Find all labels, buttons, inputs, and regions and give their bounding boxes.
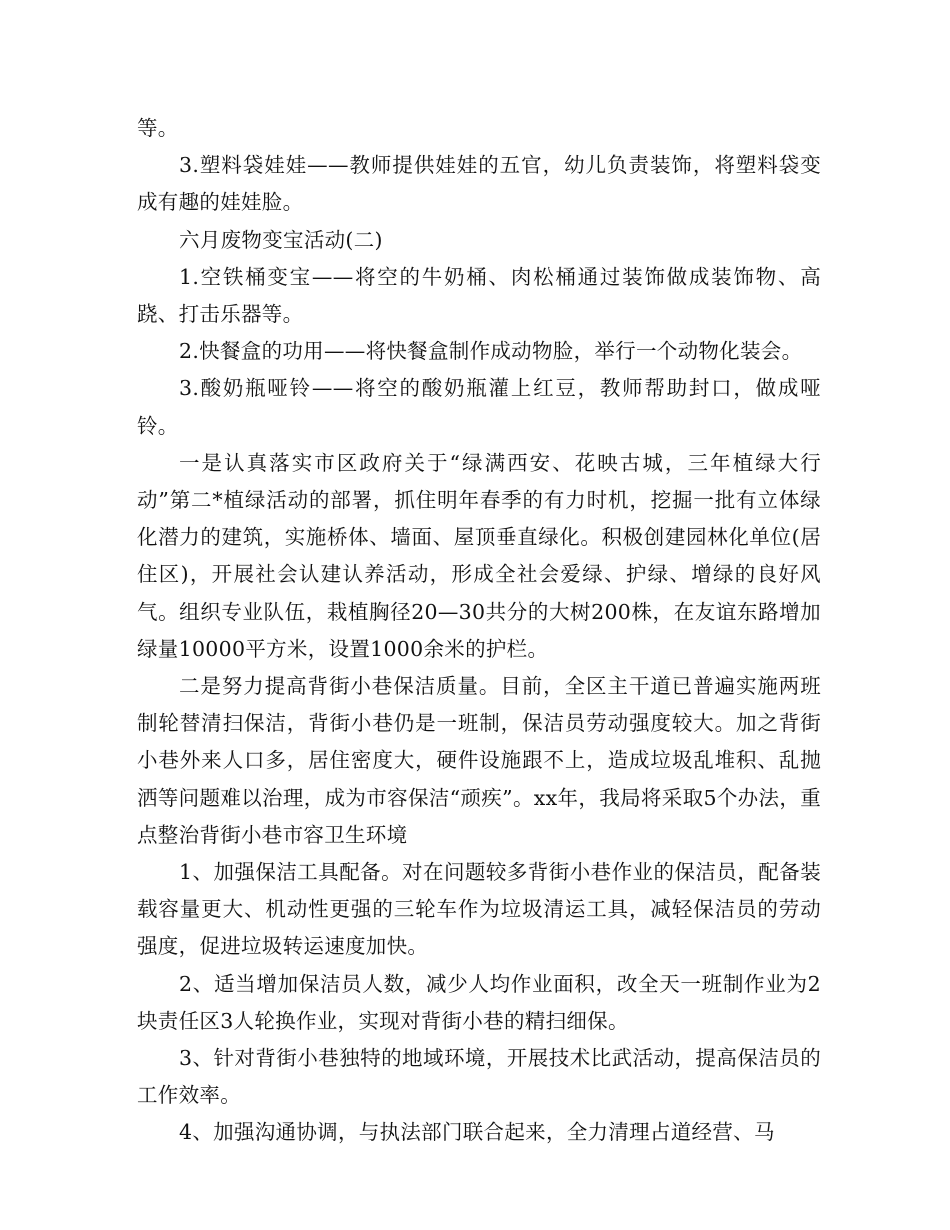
paragraph-back-street-cleaning: 二是努力提高背街小巷保洁质量。目前，全区主干道已普遍实施两班制轮替清扫保洁，背街小巷仍是一班制，保洁员劳动强度较大。加之背街小巷外来人口多，居住密度大，硬件设施跟不上，造成垃圾乱堆积、乱抛洒等问题难以治理，成为市容保洁“顽疾”。xx年，我局将采取5个办法，重点整治背街小巷市容卫生环境 [137,674,821,847]
paragraph-staffing: 2、适当增加保洁员人数，减少人均作业面积，改全天一班制作业为2块责任区3人轮换作业，实现对背街小巷的精扫细保。 [137,971,821,1033]
paragraph-tools: 1、加强保洁工具配备。对在问题较多背街小巷作业的保洁员，配备装载容量更大、机动性更强的三轮车作为垃圾清运工具，减轻保洁员的劳动强度，促进垃圾转运速度加快。 [137,860,821,959]
paragraph-continuation: 等。 [137,116,179,140]
paragraph-yogurt-bottle: 3.酸奶瓶哑铃——将空的酸奶瓶灌上红豆，教师帮助封口，做成哑铃。 [137,376,821,438]
section-heading-activity-two: 六月废物变宝活动(二) [179,227,383,252]
paragraph-greening: 一是认真落实市区政府关于“绿满西安、花映古城，三年植绿大行动”第二*植绿活动的部署，抓住明年春季的有力时机，挖掘一批有立体绿化潜力的建筑，实施桥体、墙面、屋顶垂直绿化。积极创建园林化单位(居住区)，开展社会认建认养活动，形成全社会爱绿、护绿、增绿的良好风气。组织专业队伍，栽植胸径20—30共分的大树200株，在友谊东路增加绿量10000平方米，设置1000余米的护栏。 [137,450,821,661]
paragraph-empty-can: 1.空铁桶变宝——将空的牛奶桶、肉松桶通过装饰做成装饰物、高跷、打击乐器等。 [137,264,821,327]
paragraph-coordination: 4、加强沟通协调，与执法部门联合起来，全力清理占道经营、马 [179,1120,775,1145]
paragraph-fast-food-box: 2.快餐盒的功用——将快餐盒制作成动物脸，举行一个动物化装会。 [179,339,803,364]
document-body [137,110,821,1152]
paragraph-plastic-bag-doll: 3.塑料袋娃娃——教师提供娃娃的五官，幼儿负责装饰，将塑料袋变成有趣的娃娃脸。 [137,153,821,215]
paragraph-skills-contest: 3、针对背街小巷独特的地域环境，开展技术比武活动，提高保洁员的工作效率。 [137,1046,821,1108]
